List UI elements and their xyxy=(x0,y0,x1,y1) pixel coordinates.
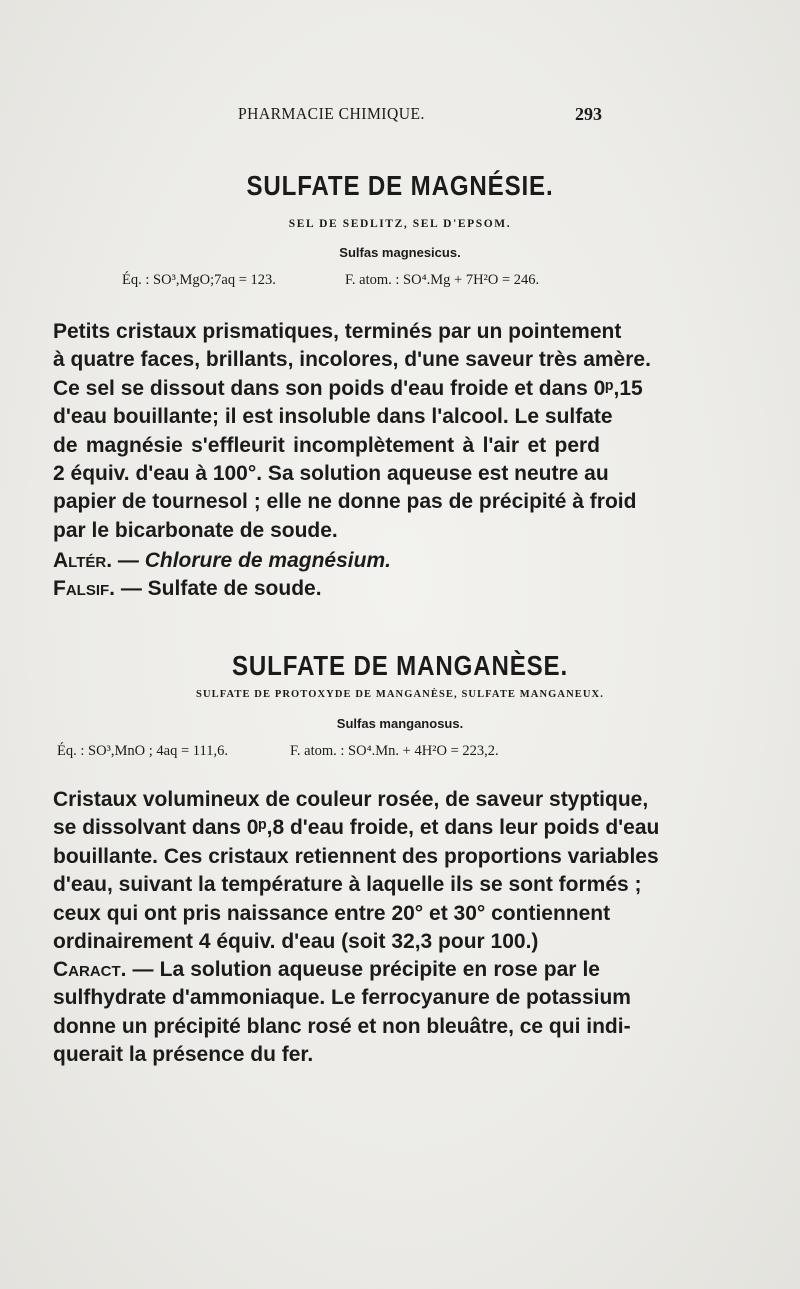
latin-name-manganese: Sulfas manganosus. xyxy=(336,716,464,731)
paragraph-line: donne un précipité blanc rosé et non bleuâtre, ce qui indi- xyxy=(53,1014,631,1038)
paragraph-line: querait la présence du fer. xyxy=(53,1043,314,1067)
paragraph-line: se dissolvant dans 0ᵖ,8 d'eau froide, et dans leur poids d'eau xyxy=(53,816,660,840)
atomic-formula-magnesie: F. atom. : SO⁴.Mg + 7H²O = 246. xyxy=(345,272,540,288)
latin-name-magnesie: Sulfas magnesicus. xyxy=(339,245,461,260)
caract-paragraph-manganese xyxy=(53,956,631,1070)
paragraph-line: bouillante. Ces cristaux retiennent des proportions variables xyxy=(53,844,659,868)
synonyms-magnesie: SEL DE SEDLITZ, SEL D'EPSOM. xyxy=(288,218,512,230)
description-paragraph-manganese xyxy=(53,786,660,956)
alteration-text: Chlorure de magnésium. xyxy=(144,549,391,572)
paragraph-line: 2 équiv. d'eau à 100°. Sa solution aqueuse est neutre au xyxy=(53,461,609,485)
falsification-note xyxy=(53,577,322,601)
paragraph-line: par le bicarbonate de soude. xyxy=(53,518,338,542)
synonyms-manganese: SULFATE DE PROTOXYDE DE MANGANÈSE, SULFATE MANGANEUX. xyxy=(196,689,604,700)
alteration-label: Altér. xyxy=(53,549,113,572)
section-title-magnesie: SULFATE DE MAGNÉSIE. xyxy=(246,170,554,201)
caract-text: La solution aqueuse précipite en rose par le xyxy=(159,958,600,981)
paragraph-line: ceux qui ont pris naissance entre 20° et 30° contiennent xyxy=(53,901,611,925)
dash: — xyxy=(112,549,145,572)
paragraph-line: à quatre faces, brillants, incolores, d'une saveur très amère. xyxy=(53,348,651,372)
dash: — xyxy=(115,577,148,600)
paragraph-line: d'eau bouillante; il est insoluble dans l'alcool. Le sulfate xyxy=(53,405,613,429)
equivalent-formula-manganese: Éq. : SO³,MnO ; 4aq = 111,6. xyxy=(57,743,228,759)
alteration-note xyxy=(53,549,391,573)
running-head xyxy=(0,104,800,128)
section-title-manganese: SULFATE DE MANGANÈSE. xyxy=(231,650,569,681)
paragraph-line: Ce sel se dissout dans son poids d'eau froide et dans 0ᵖ,15 xyxy=(53,376,643,400)
atomic-formula-manganese: F. atom. : SO⁴.Mn. + 4H²O = 223,2. xyxy=(290,743,499,759)
caract-line: Caract. — La solution aqueuse précipite en rose par le xyxy=(53,958,600,981)
caract-label: Caract. xyxy=(53,958,127,981)
paragraph-line: sulfhydrate d'ammoniaque. Le ferrocyanure de potassium xyxy=(53,986,631,1010)
paragraph-line: Cristaux volumineux de couleur rosée, de saveur styptique, xyxy=(53,788,649,811)
paragraph-line: Petits cristaux prismatiques, terminés par un pointement xyxy=(53,320,622,343)
paragraph-line: ordinairement 4 équiv. d'eau (soit 32,3 pour 100.) xyxy=(53,929,539,953)
falsification-label: Falsif. xyxy=(53,577,115,600)
equivalent-formula-magnesie: Éq. : SO³,MgO;7aq = 123. xyxy=(122,272,276,288)
paragraph-line: de magnésie s'effleurit incomplètement à l'air et perd xyxy=(53,433,600,457)
page-number: 293 xyxy=(575,104,602,124)
paragraph-line: d'eau, suivant la température à laquelle ils se sont formés ; xyxy=(53,873,642,897)
falsification-text: Sulfate de soude. xyxy=(147,577,322,600)
description-paragraph-magnesie xyxy=(53,318,651,545)
running-title: PHARMACIE CHIMIQUE. xyxy=(238,104,425,123)
paragraph-line: papier de tournesol ; elle ne donne pas de précipité à froid xyxy=(53,490,637,514)
